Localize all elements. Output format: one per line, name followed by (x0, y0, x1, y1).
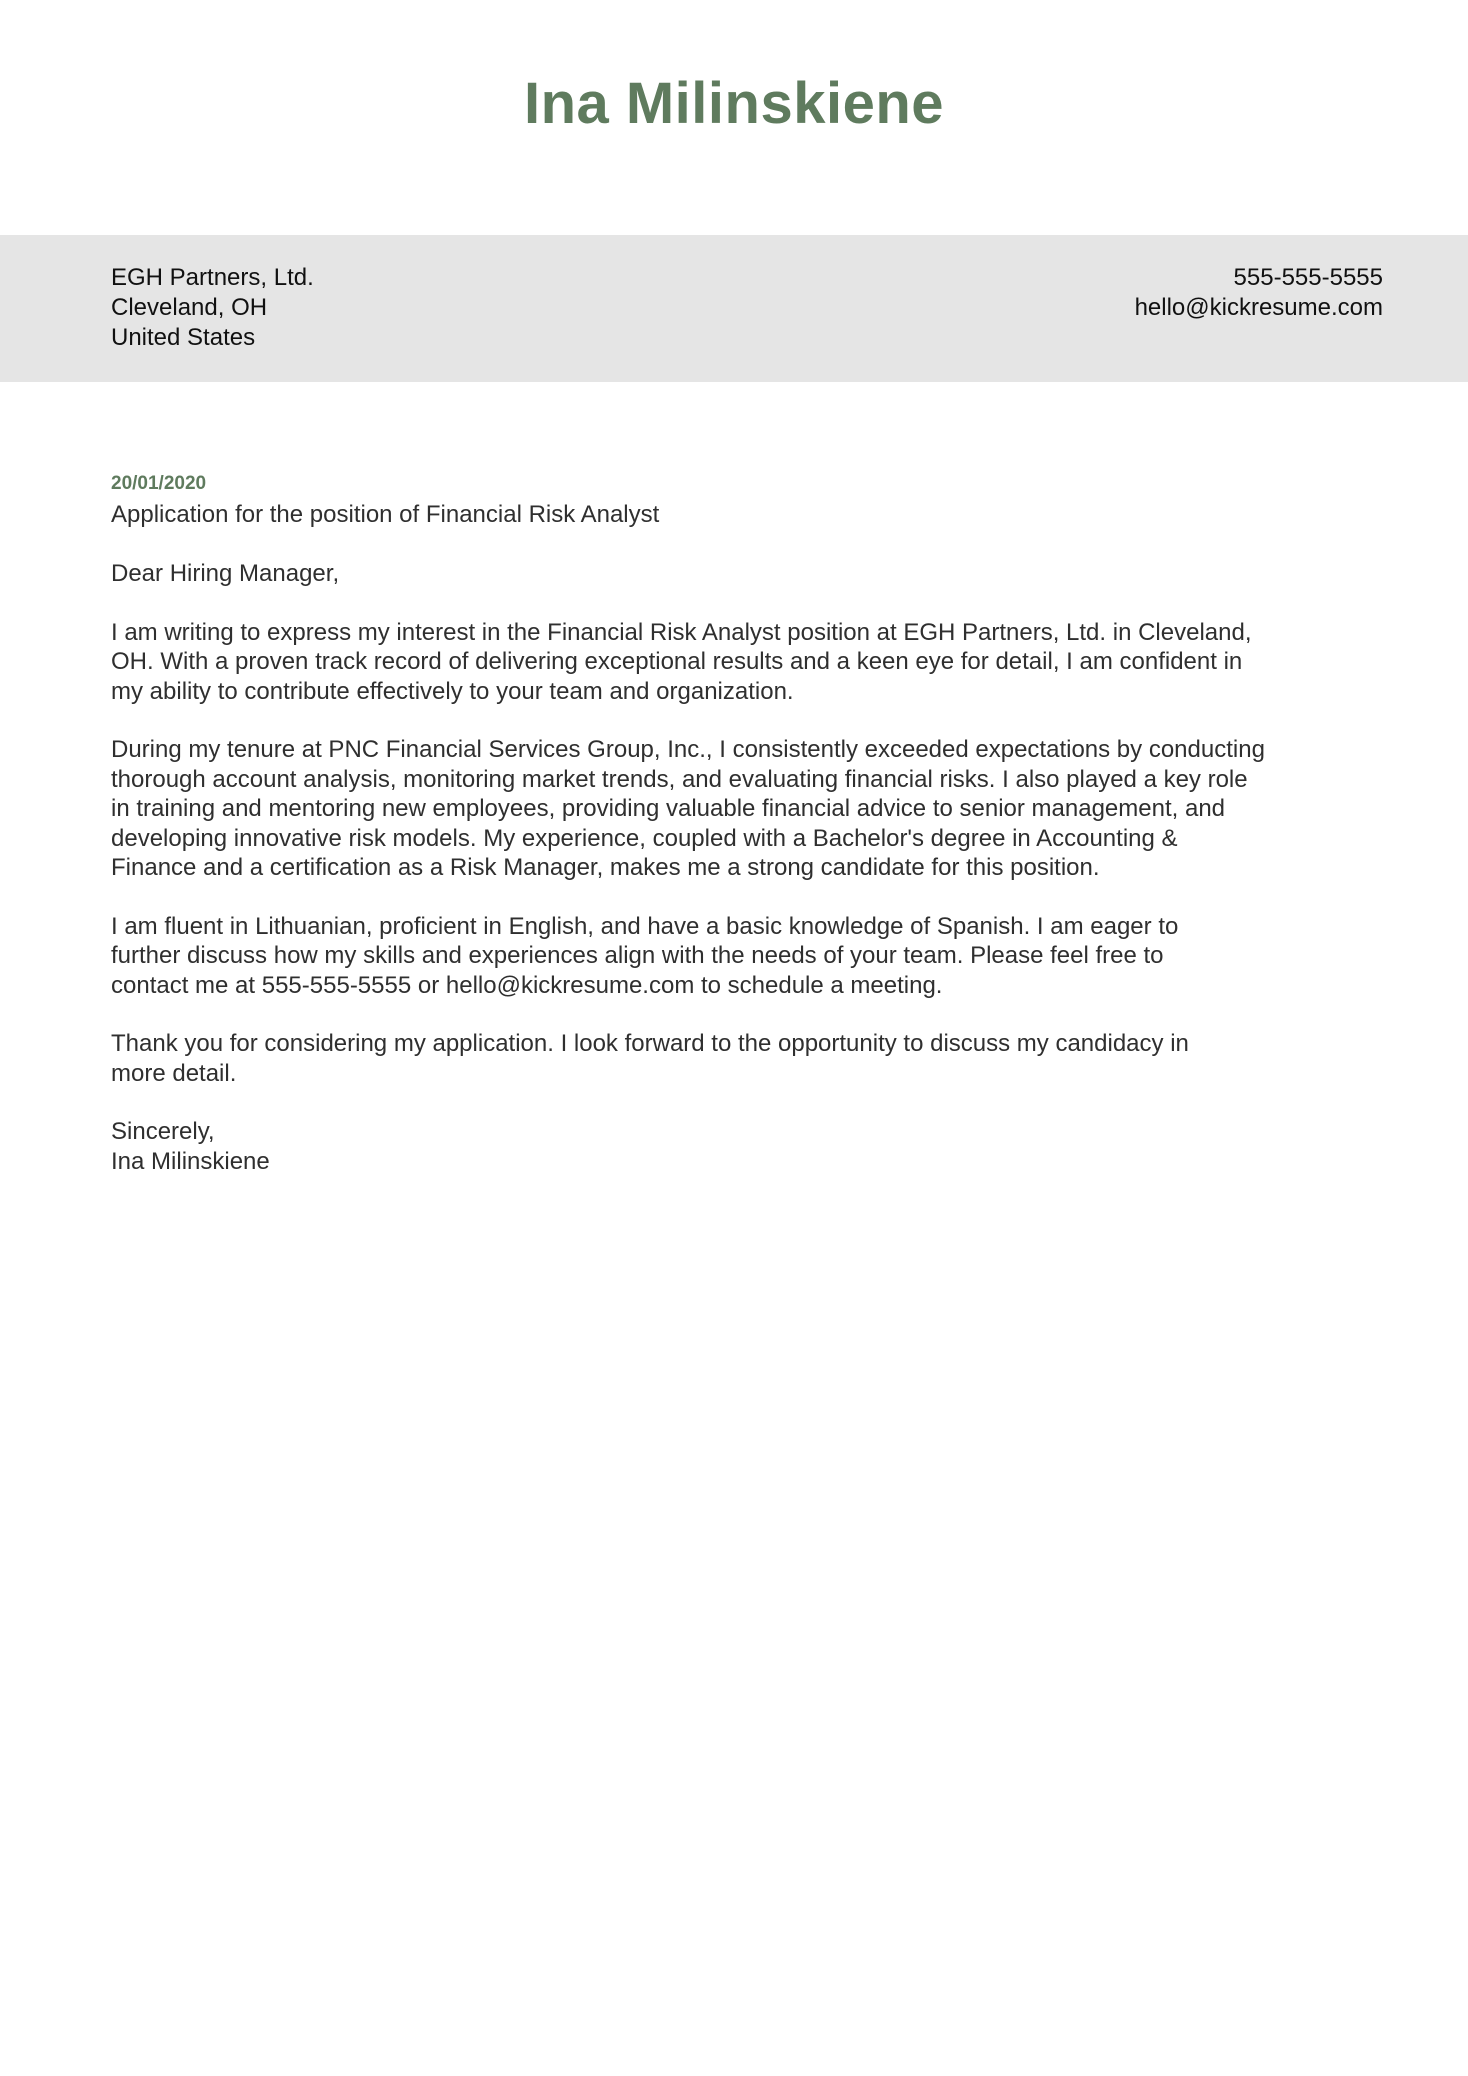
sender-email: hello@kickresume.com (1134, 294, 1383, 321)
sender-phone: 555-555-5555 (1233, 264, 1383, 291)
paragraph-2 (111, 735, 1386, 883)
paragraph-line: contact me at 555-555-5555 or hello@kickresume.com to schedule a meeting. (111, 971, 943, 999)
paragraph-line: in training and mentoring new employees, providing valuable financial advice to senior management, and (111, 795, 1226, 822)
paragraph-1 (111, 618, 1386, 707)
contact-band (0, 235, 1468, 382)
salutation: Dear Hiring Manager, (111, 560, 340, 587)
recipient-company: EGH Partners, Ltd. (111, 264, 314, 291)
paragraph-line: Finance and a certification as a Risk Manager, makes me a strong candidate for this position. (111, 854, 1100, 881)
letter-subject: Application for the position of Financial Risk Analyst (111, 501, 660, 528)
paragraph-line: During my tenure at PNC Financial Services Group, Inc., I consistently exceeded expectations by conducting (111, 736, 1265, 763)
paragraph-3 (111, 912, 1386, 1001)
recipient-city: Cleveland, OH (111, 294, 268, 321)
letter-body (111, 471, 1386, 1176)
paragraph-line: further discuss how my skills and experiences align with the needs of your team. Please feel free to (111, 942, 1164, 969)
paragraph-line: thorough account analysis, monitoring market trends, and evaluating financial risks. I also played a key role (111, 765, 1248, 793)
paragraph-line: developing innovative risk models. My experience, coupled with a Bachelor's degree in Accounting & (111, 824, 1178, 852)
closing-phrase: Sincerely, (111, 1118, 215, 1145)
signature-name: Ina Milinskiene (111, 1147, 270, 1175)
paragraph-line: OH. With a proven track record of delivering exceptional results and a keen eye for detail, I am confident in (111, 648, 1243, 675)
recipient-address (111, 263, 314, 353)
paragraph-line: I am fluent in Lithuanian, proficient in English, and have a basic knowledge of Spanish. I am eager to (111, 912, 1179, 940)
applicant-name: Ina Milinskiene (523, 71, 945, 136)
paragraph-line: my ability to contribute effectively to your team and organization. (111, 677, 794, 705)
paragraph-line: I am writing to express my interest in the Financial Risk Analyst position at EGH Partners, Ltd. in Cleveland, (111, 618, 1252, 646)
paragraph-4 (111, 1029, 1386, 1088)
recipient-country: United States (111, 324, 256, 351)
paragraph-line: Thank you for considering my application. I look forward to the opportunity to discuss my candidacy in (111, 1030, 1189, 1057)
closing (111, 1117, 1386, 1176)
paragraph-line: more detail. (111, 1059, 237, 1087)
letter-date: 20/01/2020 (111, 473, 207, 494)
sender-contact (1135, 263, 1383, 323)
